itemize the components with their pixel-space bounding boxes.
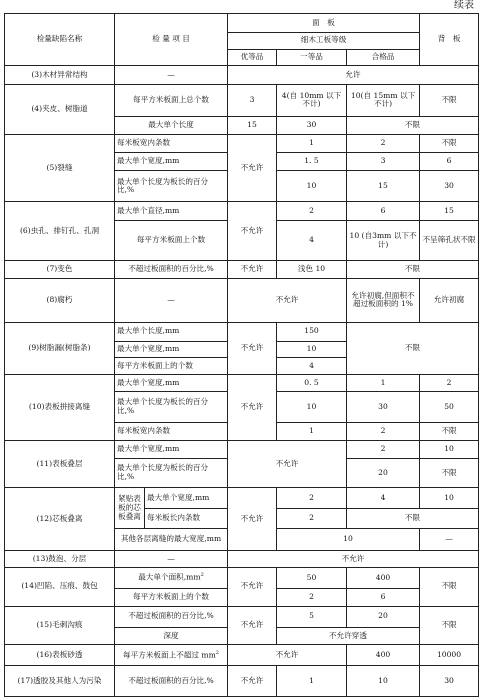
cell: 2 (347, 423, 420, 441)
cell: 不限 (347, 509, 479, 529)
row-item: 每米板宽内条数 (115, 135, 228, 153)
row-item: 每米板长内条数 (145, 509, 228, 529)
cell: 30 (347, 391, 420, 422)
cell: 50 (277, 567, 347, 588)
row-item (115, 645, 228, 666)
row-item: 不超过板面积的百分比,% (115, 606, 228, 627)
grade-table (4, 13, 479, 697)
cell: 2 (347, 135, 420, 153)
row-item: 最大单个宽度,mm (115, 441, 228, 459)
row-item: 每平方米板面上的个数 (115, 588, 228, 606)
cell: 6 (347, 202, 420, 221)
cell: 10 (277, 391, 347, 422)
cell: 6 (347, 588, 420, 606)
row-item: — (115, 278, 228, 322)
cell: 0. 5 (277, 375, 347, 392)
cell: 不允许 (228, 322, 277, 374)
cell: 10(自 15mm 以下不计) (347, 85, 420, 116)
row-item: 每平方米板面上的个数 (115, 358, 228, 375)
row-name: (15)毛刺沟痕 (5, 606, 115, 645)
row-value: 不允许 (228, 551, 479, 568)
cell: 不允许 (228, 135, 277, 202)
cell: 不限 (347, 261, 479, 279)
cell: 不允许 (228, 261, 277, 279)
cell: 6 (420, 153, 479, 171)
cell: 1 (347, 375, 420, 392)
row-item: 不超过板面积的百分比,% (115, 261, 228, 279)
item-text: 最大单个面积,mm (138, 572, 201, 582)
cell: 不允许 (228, 666, 277, 697)
cell: 2 (277, 588, 347, 606)
cell: 不允许 (228, 202, 277, 261)
cell: 不允许 (228, 375, 277, 441)
cell: 5 (277, 606, 347, 627)
row-item: 每米板宽内条数 (115, 423, 228, 441)
header-qualified: 合格品 (347, 49, 420, 66)
cell: 50 (420, 391, 479, 422)
cell: 2 (277, 202, 347, 221)
row-item: — (115, 551, 228, 568)
row-item: 最大单个长度为板长的百分比,% (115, 171, 228, 202)
cell: 15 (420, 202, 479, 221)
header-first: 一等品 (277, 49, 347, 66)
cell: 10 (347, 666, 420, 697)
header-face: 面 板 (228, 14, 420, 33)
cell: 2 (277, 488, 347, 509)
row-item: — (115, 66, 228, 85)
row-name: (4)夹皮、树脂道 (5, 85, 115, 135)
cell: 150 (277, 322, 347, 341)
cell: 不限 (347, 116, 479, 135)
cell: 不允许 (228, 278, 347, 322)
superscript: 2 (200, 572, 204, 579)
cell: 浅色 10 (277, 261, 347, 279)
cell: 20 (347, 606, 420, 627)
cell: 4(自 10mm 以下不计) (277, 85, 347, 116)
cell: 不限 (420, 459, 479, 488)
header-item: 检 量 项 目 (115, 14, 228, 66)
cell: 3 (347, 153, 420, 171)
cell: 不允许 (228, 606, 277, 645)
cell: 10 (420, 441, 479, 459)
cell: 4 (347, 488, 420, 509)
cell: 10000 (420, 645, 479, 666)
row-item: 最大单个长度,mm (115, 322, 228, 341)
cell: 15 (228, 116, 277, 135)
item-text: 每平方米板面上不超过 mm (123, 650, 216, 660)
cell: 10 (自3mm 以下不计) (347, 221, 420, 261)
continued-label: 续表 (454, 0, 474, 11)
cell: 不允许 (228, 567, 277, 606)
cell: 3 (228, 85, 277, 116)
cell: 不限 (420, 606, 479, 645)
row-item: 最大单个长度 (115, 116, 228, 135)
row-item: 最大单个宽度,mm (145, 488, 228, 509)
row-item: 最大单个宽度,mm (115, 153, 228, 171)
row-item: 其他各层离缝的最大宽度,mm (115, 529, 228, 551)
cell: 400 (347, 645, 420, 666)
cell: 30 (277, 116, 347, 135)
row-name: (12)芯板叠离 (5, 488, 115, 551)
row-name: (7)变色 (5, 261, 115, 279)
cell: 1. 5 (277, 153, 347, 171)
cell: 10 (420, 488, 479, 509)
cell: 10 (277, 341, 347, 358)
row-item: 深度 (115, 627, 228, 645)
cell: 15 (347, 171, 420, 202)
cell: 不限 (347, 322, 479, 374)
cell: 不限 (420, 85, 479, 116)
header-back: 背 板 (420, 14, 479, 66)
row-name: (5)裂缝 (5, 135, 115, 202)
cell: 允许初腐 (420, 278, 479, 322)
header-grade-title: 细木工板等级 (228, 32, 420, 49)
cell: 允许初腐,但面积不超过板面积的 1% (347, 278, 420, 322)
cell: 2 (347, 441, 420, 459)
cell: 10 (277, 171, 347, 202)
row-name: (9)树脂漏(树脂条) (5, 322, 115, 374)
cell: 不限 (420, 567, 479, 606)
superscript: 2 (215, 649, 219, 656)
row-name: (14)凹陷、压痕、鼓包 (5, 567, 115, 606)
cell: 不限 (420, 423, 479, 441)
cell: 2 (420, 375, 479, 392)
cell: 30 (420, 171, 479, 202)
row-item (115, 567, 228, 588)
header-excellent: 优等品 (228, 49, 277, 66)
cell: — (420, 529, 479, 551)
row-name: (17)透胶及其他人为污染 (5, 666, 115, 697)
cell: 不呈筛孔状不限 (420, 221, 479, 261)
row-item: 最大单个直径,mm (115, 202, 228, 221)
row-name: (10)表板拼接离缝 (5, 375, 115, 441)
row-name: (6)虫孔、排钉孔、孔洞 (5, 202, 115, 261)
cell: 1 (277, 135, 347, 153)
cell: 不允许 (228, 488, 277, 551)
cell: 4 (277, 358, 347, 375)
cell: 20 (347, 459, 420, 488)
row-item: 最大单个宽度,mm (115, 341, 228, 358)
cell: 不允许 (228, 645, 347, 666)
cell: 30 (420, 666, 479, 697)
row-item: 每平方米板面上总个数 (115, 85, 228, 116)
row-item: 最大单个长度为板长的百分比,% (115, 459, 228, 488)
cell: 1 (277, 423, 347, 441)
row-item: 每平方米板面上个数 (115, 221, 228, 261)
row-value: 允许 (228, 66, 479, 85)
row-item: 不超过板面积的百分比,% (115, 666, 228, 697)
row-name: (16)表板砂透 (5, 645, 115, 666)
row-item: 最大单个宽度,mm (115, 375, 228, 392)
cell: 10 (277, 529, 420, 551)
cell: 400 (347, 567, 420, 588)
row-name: (8)腐朽 (5, 278, 115, 322)
row-subitem: 紧贴表板的芯板叠离 (115, 488, 145, 529)
row-name: (11)表板叠层 (5, 441, 115, 488)
cell: 1 (277, 666, 347, 697)
cell: 2 (277, 509, 347, 529)
cell: 不允许穿透 (277, 627, 420, 645)
cell: 4 (277, 221, 347, 261)
row-name: (13)鼓泡、分层 (5, 551, 115, 568)
cell: 不允许 (228, 441, 347, 488)
cell: 不限 (420, 135, 479, 153)
header-defect-name: 检量缺陷名称 (5, 14, 115, 66)
row-item: 最大单个长度为板长的百分比,% (115, 391, 228, 422)
row-name: (3)木材异常结构 (5, 66, 115, 85)
